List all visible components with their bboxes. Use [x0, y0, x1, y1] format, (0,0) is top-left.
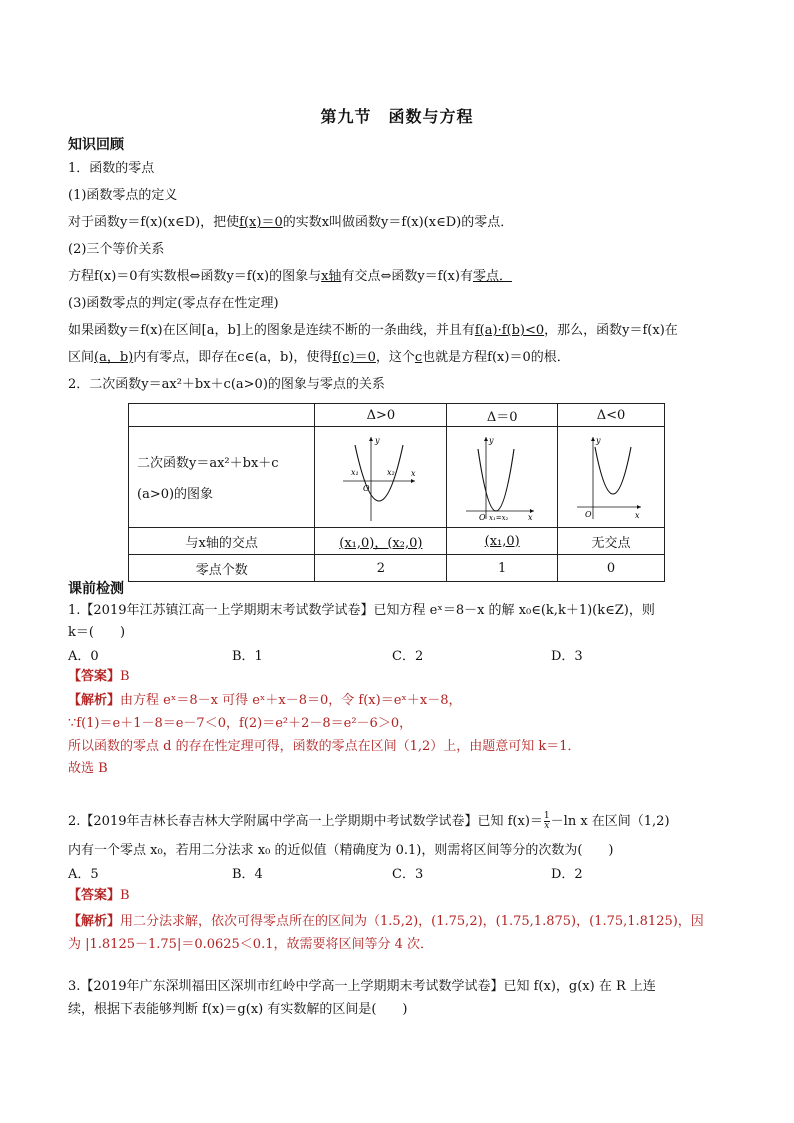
review-item-8 — [68, 349, 728, 367]
axis-label: O — [479, 513, 486, 522]
text: ，这个 — [375, 350, 415, 365]
table-cell-graph — [447, 427, 558, 528]
text: ，那么，函数y＝f(x)在 — [544, 323, 678, 338]
table-cell: 0 — [558, 555, 665, 582]
axis-label: y — [374, 436, 380, 445]
question-1-stem-cont: k＝( ) — [68, 625, 126, 640]
axis-label: O — [585, 510, 592, 519]
text: 如果函数y＝f(x)在区间[a，b]上的图象是连续不断的一条曲线，并且有 — [68, 323, 475, 338]
review-item-7 — [68, 322, 728, 340]
answer-label: 【答案】 — [68, 669, 121, 684]
table-header-cell: Δ>0 — [315, 404, 447, 427]
row-label-line: 二次函数y＝ax²＋bx＋c — [137, 456, 279, 471]
parabola-no-root-graph — [575, 431, 647, 523]
table-cell: 零点个数 — [129, 555, 315, 582]
text: 内有零点，即存在c∈(a，b)，使得 — [133, 350, 333, 365]
question-2-analysis-line: 为 |1.8125－1.75|＝0.0625＜0.1，故需要将区间等分 4 次． — [68, 937, 434, 952]
question-3-stem: 3.【2019年广东深圳福田区深圳市红岭中学高一上学期期末考试数学试卷】已知 f(x)，g(x) 在 R 上连 — [68, 979, 656, 994]
table-row — [129, 427, 665, 528]
axis-label: x₁=x₂ — [489, 514, 509, 522]
review-item-2: (1)函数零点的定义 — [68, 188, 178, 203]
question-1-analysis-line: 所以函数的零点 d 的存在性定理可得，函数的零点在区间（1,2）上，由题意可知 k＝1． — [68, 739, 581, 754]
table-cell-label — [129, 427, 315, 528]
underlined-term: f(a)·f(b)<0 — [474, 323, 545, 338]
review-item-1: 1．函数的零点 — [68, 161, 155, 176]
text: 有交点⇔函数y＝f(x)有 — [341, 269, 473, 284]
table-cell: 与x轴的交点 — [129, 528, 315, 555]
parabola-two-roots-graph — [341, 431, 421, 523]
fraction-numerator: 1 — [543, 811, 550, 821]
review-item-5 — [68, 268, 728, 286]
text: 方程f(x)＝0有实数根⇔函数y＝f(x)的图象与 — [68, 269, 322, 284]
underlined-term: x轴 — [321, 269, 342, 284]
table-cell: 1 — [447, 555, 558, 582]
answer-label: 【答案】 — [68, 888, 121, 903]
table-header-cell: Δ＝0 — [447, 404, 558, 427]
option-a: A．5 — [68, 867, 99, 882]
table-header-cell: Δ<0 — [558, 404, 665, 427]
table-row — [129, 555, 665, 582]
table-header-row — [129, 404, 665, 427]
analysis-label: 【解析】 — [68, 914, 121, 929]
analysis-text: 由方程 eˣ＝8－x 可得 eˣ＋x－8＝0，令 f(x)＝eˣ＋x－8， — [120, 693, 462, 708]
option-b: B．4 — [232, 867, 263, 882]
row-label-line: (a>0)的图象 — [137, 487, 214, 502]
axis-label: O — [362, 484, 370, 493]
question-2-analysis — [68, 913, 728, 931]
text: －ln x 在区间（1,2) — [550, 814, 670, 829]
quadratic-table — [128, 403, 665, 582]
underlined-term: (a，b) — [94, 350, 134, 365]
underlined-term: f(x)＝0 — [239, 215, 283, 230]
text: 区间 — [68, 350, 95, 365]
option-c: C．2 — [392, 649, 424, 664]
analysis-label: 【解析】 — [68, 693, 121, 708]
review-item-9: 2．二次函数y＝ax²＋bx＋c(a>0)的图象与零点的关系 — [68, 377, 385, 392]
axis-label: x — [410, 469, 416, 478]
table-row — [129, 528, 665, 555]
question-1-stem: 1.【2019年江苏镇江高一上学期期末考试数学试卷】已知方程 eˣ＝8－x 的解 x₀∈(k,k＋1)(k∈Z)，则 — [68, 603, 655, 618]
analysis-text: 用二分法求解，依次可得零点所在的区间为（1.5,2)，(1.75,2)，(1.75,1.875)，(1.75,1.8125)，因 — [120, 914, 704, 929]
table-cell: 无交点 — [558, 528, 665, 555]
section-heading-review: 知识回顾 — [68, 137, 124, 153]
underlined-term: 零点． — [472, 269, 512, 284]
question-1-analysis — [68, 692, 728, 710]
section-heading-pretest: 课前检测 — [68, 581, 124, 597]
parabola-one-root-graph — [464, 431, 540, 523]
question-1-analysis-line: 故选 B — [68, 761, 108, 776]
table-cell-graph — [315, 427, 447, 528]
answer-value: B — [120, 888, 130, 903]
text: 2.【2019年吉林长春吉林大学附属中学高一上学期期中考试数学试卷】已知 f(x)＝ — [68, 814, 543, 829]
table-cell-graph — [558, 427, 665, 528]
table-cell — [129, 404, 315, 427]
question-2-stem-cont: 内有一个零点 x₀，若用二分法求 x₀ 的近似值（精确度为 0.1)，则需将区间等分的次数为( ) — [68, 843, 614, 858]
axis-label: x — [635, 511, 640, 520]
text: 的实数x叫做函数y＝f(x)(x∈D)的零点． — [282, 215, 514, 230]
option-d: D．2 — [551, 867, 583, 882]
question-2-stem — [68, 812, 728, 831]
option-d: D．3 — [551, 649, 583, 664]
axis-label: y — [596, 436, 601, 445]
axis-label: y — [489, 436, 494, 445]
table-cell: (x₁,0)，(x₂,0) — [315, 528, 447, 555]
underlined-term: f(c)＝0 — [332, 350, 376, 365]
axis-label: x₂ — [386, 468, 395, 477]
text: 对于函数y＝f(x)(x∈D)，把使 — [68, 215, 240, 230]
question-2-answer — [68, 887, 728, 905]
table-cell: (x₁,0) — [447, 528, 558, 555]
option-a: A．0 — [68, 649, 99, 664]
axis-label: x₁ — [350, 468, 359, 477]
review-item-4: (2)三个等价关系 — [68, 242, 165, 257]
text: 也就是方程f(x)＝0的根． — [422, 350, 570, 365]
question-1-analysis-line: ∵f(1)＝e＋1－8＝e－7＜0，f(2)＝e²＋2－8＝e²－6＞0， — [68, 716, 413, 731]
question-3-stem-cont: 续，根据下表能够判断 f(x)＝g(x) 有实数解的区间是( ) — [68, 1002, 408, 1017]
question-1-answer — [68, 668, 728, 686]
option-b: B．1 — [232, 649, 263, 664]
answer-value: B — [120, 669, 130, 684]
fraction — [544, 812, 550, 831]
table-cell: 2 — [315, 555, 447, 582]
underlined-term: c — [414, 350, 423, 365]
fraction-denominator: x — [544, 821, 550, 831]
review-item-6: (3)函数零点的判定(零点存在性定理) — [68, 296, 279, 311]
page-title: 第九节 函数与方程 — [320, 107, 474, 126]
option-c: C．3 — [392, 867, 424, 882]
axis-label: x — [528, 513, 533, 522]
review-item-3 — [68, 214, 728, 232]
